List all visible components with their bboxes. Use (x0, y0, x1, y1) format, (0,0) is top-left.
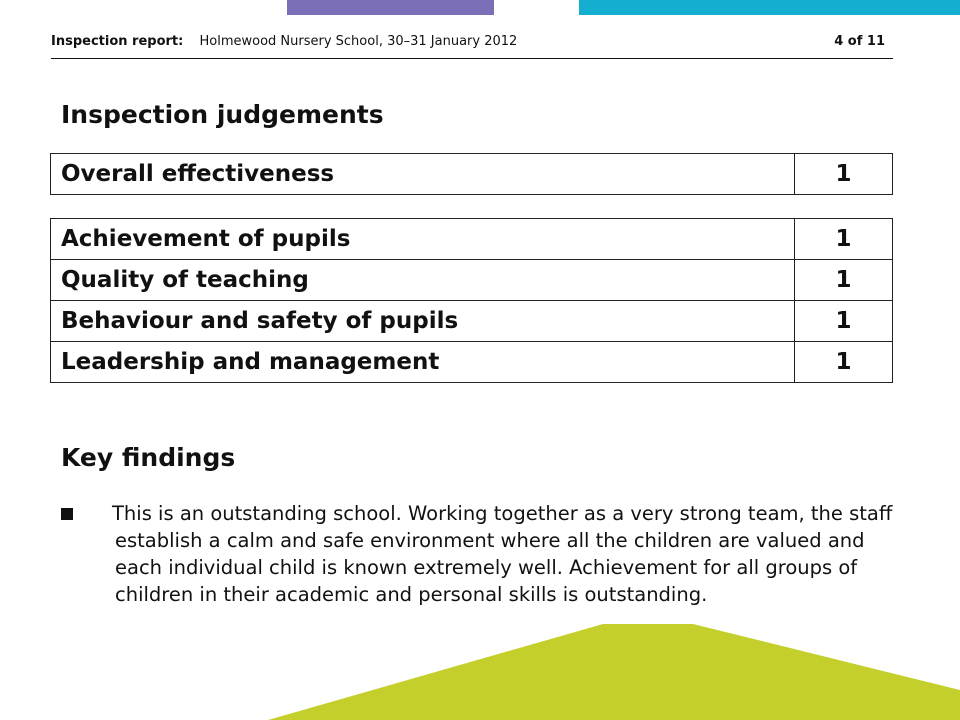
judgement-grade: 1 (795, 301, 893, 342)
key-findings-heading: Key findings (61, 443, 236, 472)
finding-line: This is an outstanding school. Working together as a very strong team, the staff (112, 502, 893, 525)
header-label: Inspection report: (51, 34, 184, 49)
judgement-label: Behaviour and safety of pupils (51, 301, 795, 342)
judgement-grade: 1 (795, 260, 893, 301)
finding-line: each individual child is known extremely well. Achievement for all groups of (115, 556, 858, 579)
judgement-label: Leadership and management (51, 342, 795, 383)
header-title: Holmewood Nursery School, 30–31 January 2012 (199, 34, 518, 49)
page-number: 4 of 11 (834, 34, 885, 49)
judgement-label: Achievement of pupils (51, 219, 795, 260)
finding-line: establish a calm and safe environment where all the children are valued and (115, 529, 865, 552)
judgement-grade: 1 (795, 219, 893, 260)
judgement-label: Overall effectiveness (51, 154, 795, 195)
finding-line: children in their academic and personal skills is outstanding. (115, 583, 708, 606)
judgement-grade: 1 (795, 154, 893, 195)
green-chevron-shape (268, 624, 960, 720)
judgement-label: Quality of teaching (51, 260, 795, 301)
inspection-judgements-heading: Inspection judgements (61, 100, 384, 129)
judgement-grade: 1 (795, 342, 893, 383)
